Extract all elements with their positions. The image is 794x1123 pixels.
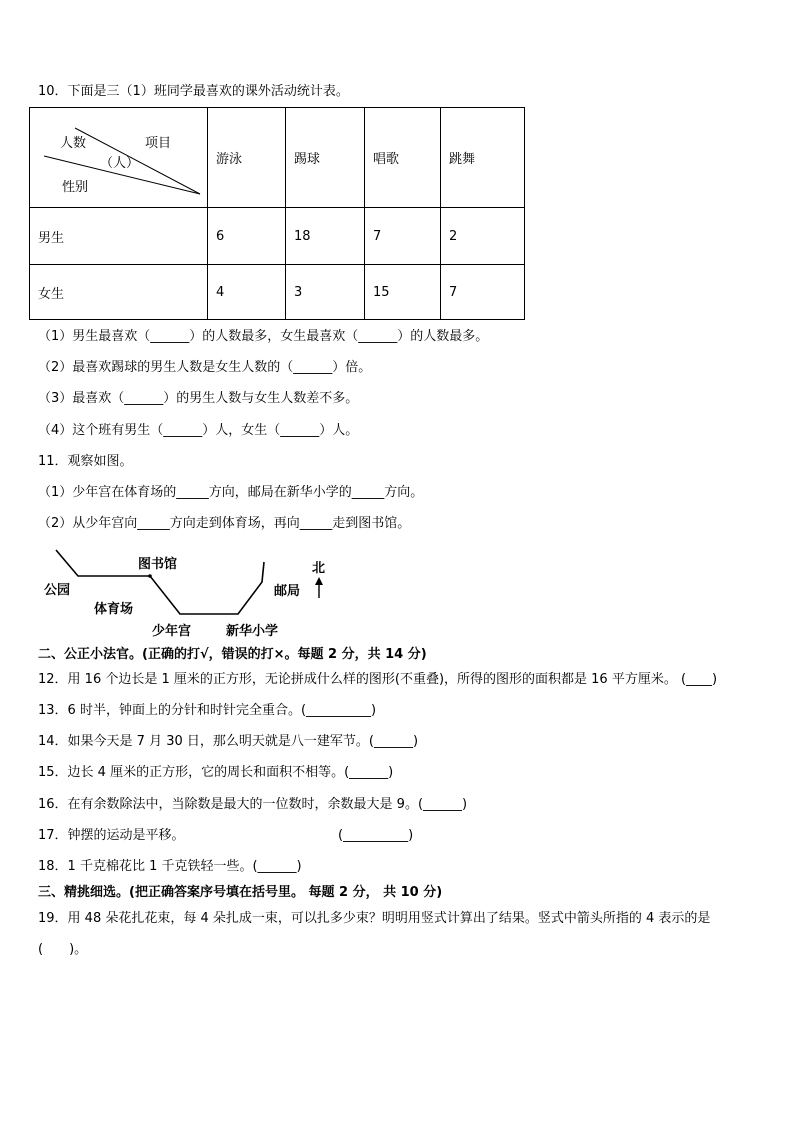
q10-sub-2: （2）最喜欢踢球的男生人数是女生人数的（______）倍。 bbox=[38, 360, 372, 375]
section2-title: 二、公正小法官。(正确的打√，错误的打×。每题 2 分，共 14 分) bbox=[38, 647, 427, 662]
row-label: 男生 bbox=[30, 208, 208, 265]
q16: 16．在有余数除法中，当除数是最大的一位数时，余数最大是 9。(______) bbox=[38, 797, 468, 812]
q18: 18．1 千克棉花比 1 千克铁轻一些。(______) bbox=[38, 859, 302, 874]
q13: 13．6 时半，钟面上的分针和时针完全重合。(__________) bbox=[38, 703, 377, 718]
table-cell: 7 bbox=[441, 265, 525, 320]
map-post-office-label: 邮局 bbox=[274, 584, 301, 599]
map-school-label: 新华小学 bbox=[226, 624, 279, 639]
table-cell: 6 bbox=[208, 208, 286, 265]
q11-sub-1: （1）少年宫在体育场的_____方向，邮局在新华小学的_____方向。 bbox=[38, 485, 424, 500]
row-label: 女生 bbox=[30, 265, 208, 320]
q17-blank: (__________) bbox=[338, 828, 414, 843]
map-stadium-label: 体育场 bbox=[94, 602, 134, 617]
table-row bbox=[30, 208, 525, 265]
corner-count-label: 人数 bbox=[60, 136, 87, 151]
table-cell: 3 bbox=[286, 265, 365, 320]
table-cell: 15 bbox=[365, 265, 441, 320]
header-cell: 游泳 bbox=[208, 108, 286, 208]
north-arrow-icon bbox=[315, 577, 323, 585]
table-cell: 7 bbox=[365, 208, 441, 265]
q10-sub-1: （1）男生最喜欢（______）的人数最多，女生最喜欢（______）的人数最多。 bbox=[38, 329, 489, 344]
q11-title: 11．观察如图。 bbox=[38, 454, 133, 469]
table-cell: 4 bbox=[208, 265, 286, 320]
map-library-label: 图书馆 bbox=[138, 557, 178, 572]
q10-sub-3: （3）最喜欢（______）的男生人数与女生人数差不多。 bbox=[38, 391, 359, 406]
corner-gender-label: 性别 bbox=[62, 180, 89, 195]
corner-item-label: 项目 bbox=[145, 136, 172, 151]
map-park-label: 公园 bbox=[44, 583, 71, 598]
q14: 14．如果今天是 7 月 30 日，那么明天就是八一建军节。(______) bbox=[38, 734, 419, 749]
direction-map bbox=[40, 548, 340, 638]
corner-unit-label: （人） bbox=[100, 156, 140, 171]
header-cell: 踢球 bbox=[286, 108, 365, 208]
header-cell: 跳舞 bbox=[441, 108, 525, 208]
section3-title: 三、精挑细选。(把正确答案序号填在括号里。 每题 2 分， 共 10 分) bbox=[38, 885, 443, 900]
table-row bbox=[30, 265, 525, 320]
activity-table bbox=[29, 107, 525, 320]
table-cell: 18 bbox=[286, 208, 365, 265]
q19-line2: ( )。 bbox=[38, 942, 88, 957]
q10-sub-4: （4）这个班有男生（______）人，女生（______）人。 bbox=[38, 423, 359, 438]
q12: 12．用 16 个边长是 1 厘米的正方形，无论拼成什么样的图形(不重叠)，所得的图形的面积都是 16 平方厘米。 (____) bbox=[38, 672, 718, 687]
table-cell: 2 bbox=[441, 208, 525, 265]
table-corner-cell bbox=[30, 108, 208, 208]
q10-title: 10．下面是三（1）班同学最喜欢的课外活动统计表。 bbox=[38, 84, 349, 99]
q17: 17．钟摆的运动是平移。 bbox=[38, 828, 185, 843]
header-cell: 唱歌 bbox=[365, 108, 441, 208]
map-youth-palace-label: 少年宫 bbox=[152, 624, 192, 639]
q11-sub-2: （2）从少年宫向_____方向走到体育场，再向_____走到图书馆。 bbox=[38, 516, 411, 531]
q19-line1: 19．用 48 朵花扎花束，每 4 朵扎成一束，可以扎多少束？明明用竖式计算出了结果。竖式中箭头所指的 4 表示的是 bbox=[38, 911, 711, 926]
map-north-label: 北 bbox=[312, 561, 326, 576]
q15: 15．边长 4 厘米的正方形，它的周长和面积不相等。(______) bbox=[38, 765, 394, 780]
